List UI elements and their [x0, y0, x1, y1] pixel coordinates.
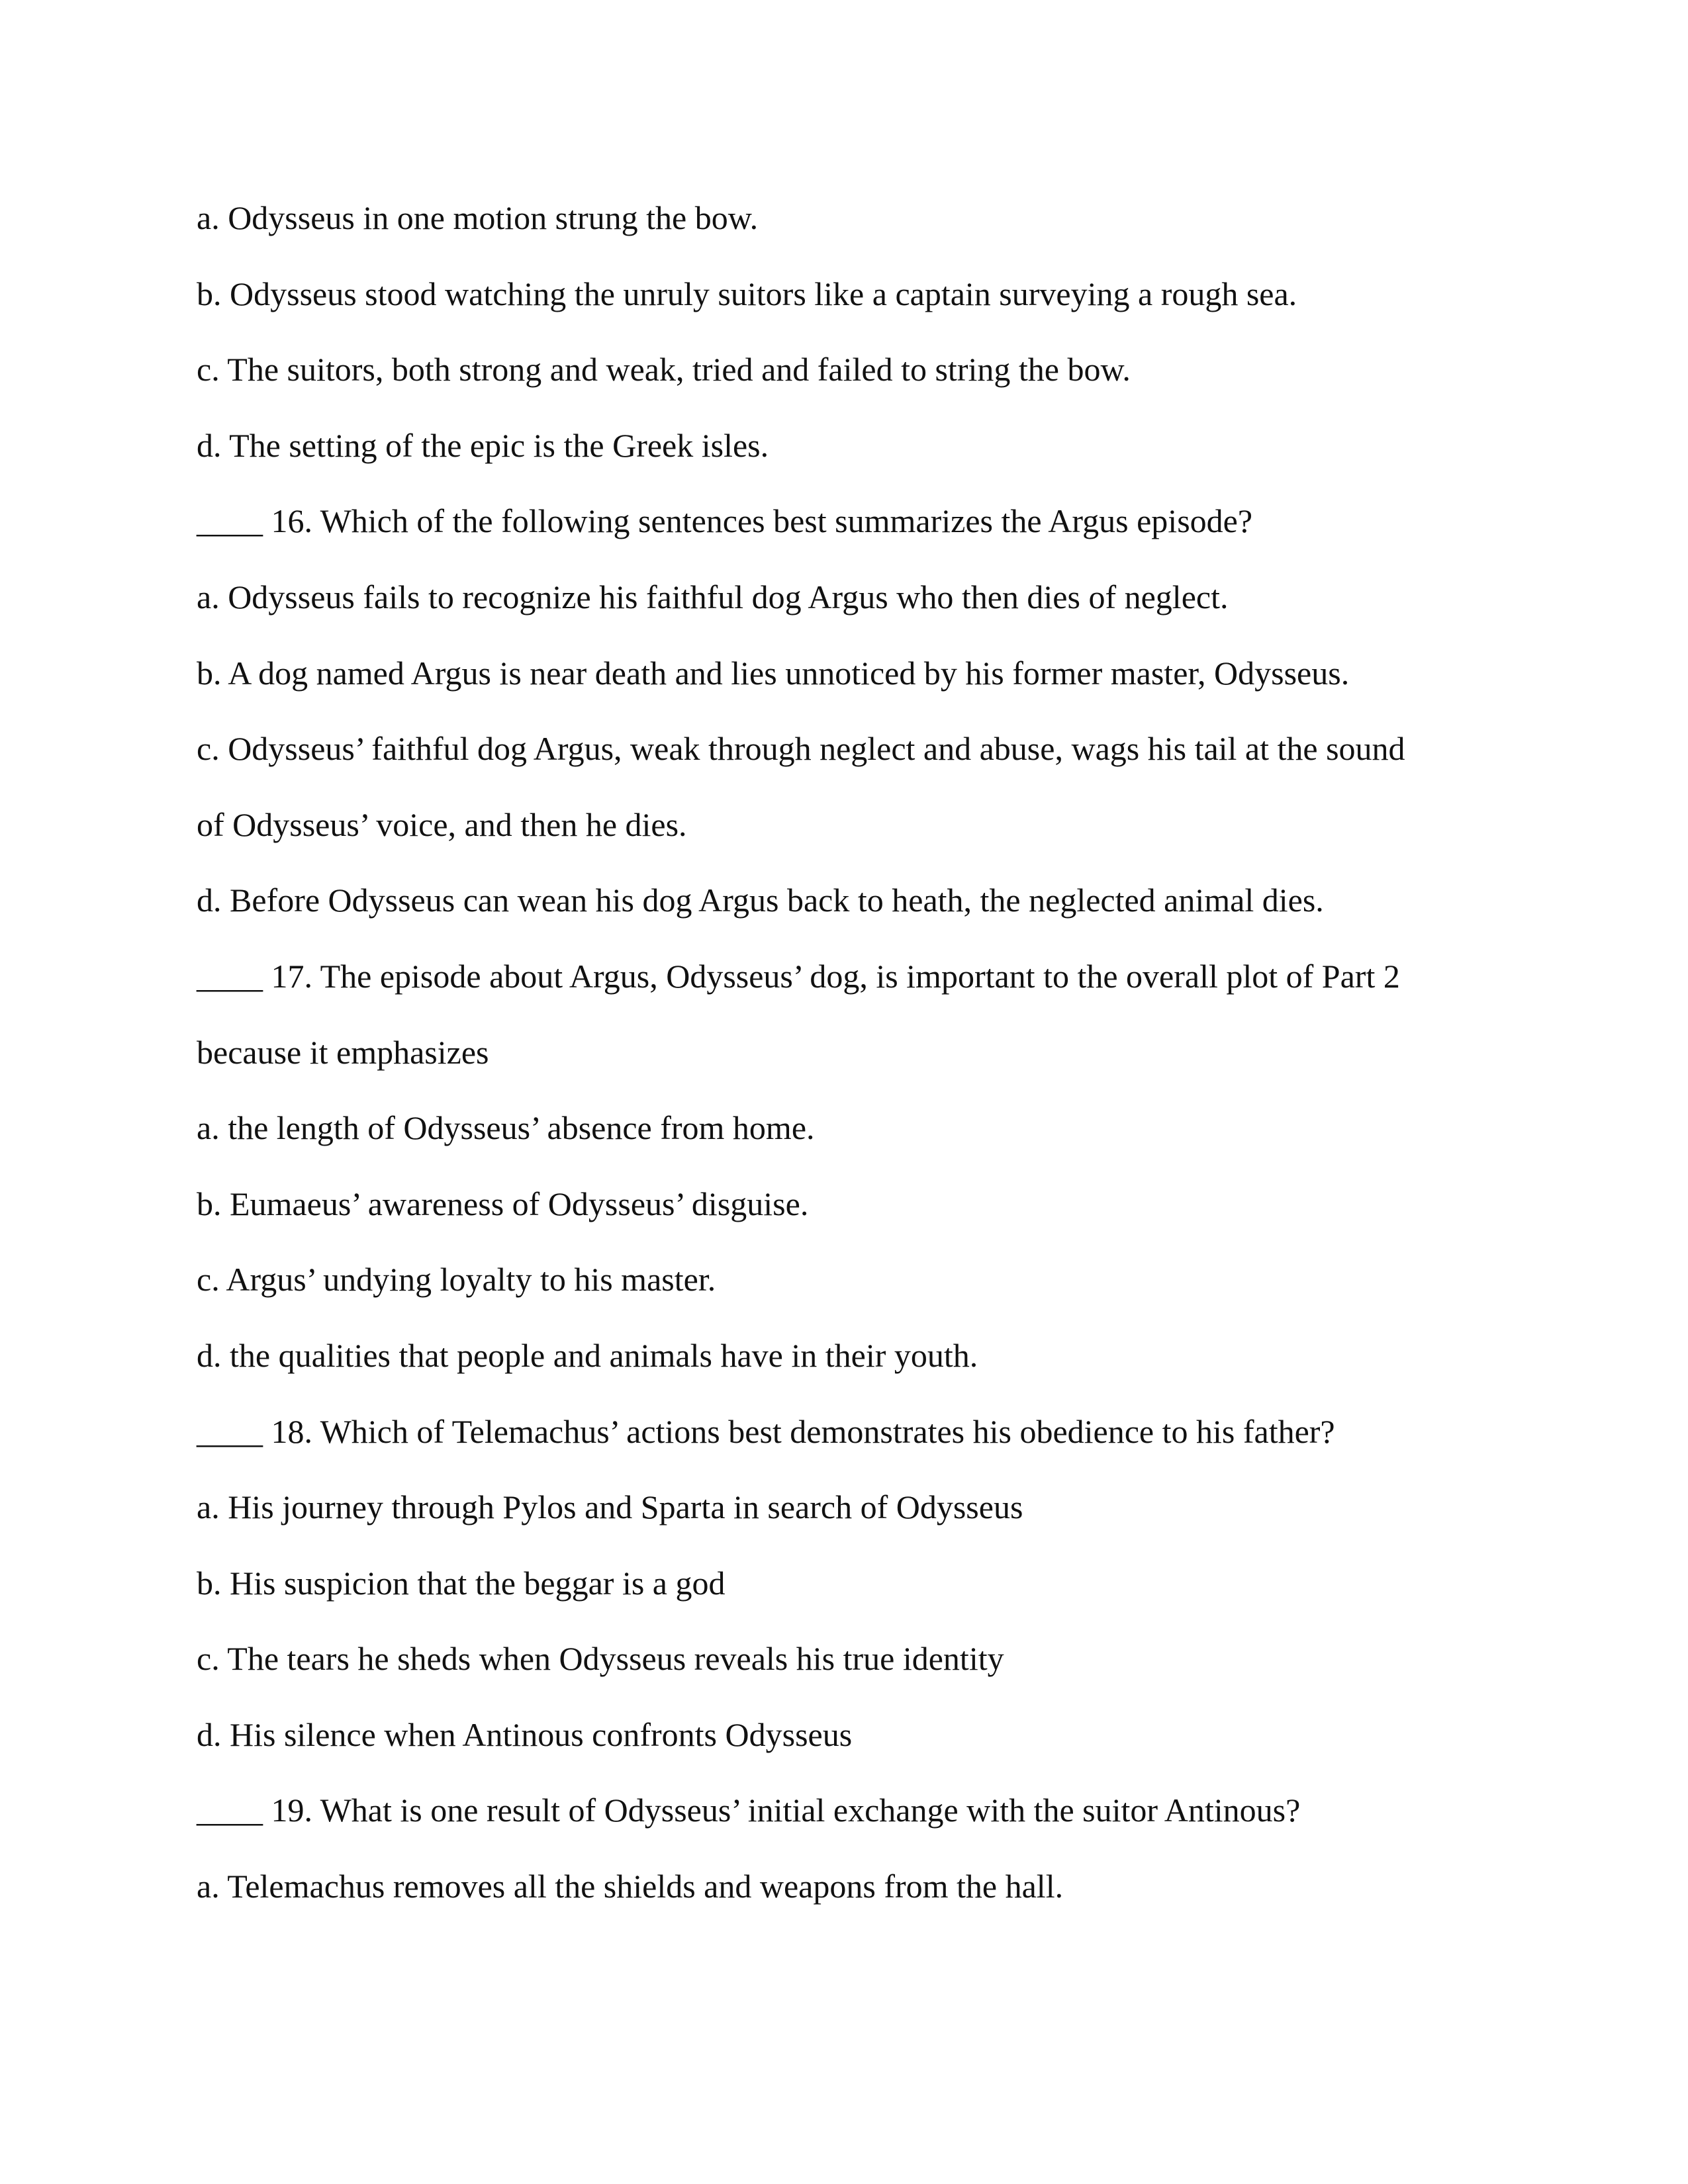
- answer-choice: b. Odysseus stood watching the unruly suitors like a captain surveying a rough sea.: [197, 275, 1297, 312]
- quiz-text: [197, 194, 1507, 1938]
- question-18: ____ 18. Which of Telemachus’ actions best demonstrates his obedience to his father?: [197, 1412, 1335, 1450]
- answer-choice: b. A dog named Argus is near death and lies unnoticed by his former master, Odysseus.: [197, 654, 1350, 692]
- answer-choice: b. His suspicion that the beggar is a god: [197, 1564, 726, 1602]
- answer-choice: a. His journey through Pylos and Sparta in search of Odysseus: [197, 1488, 1023, 1526]
- question-19: ____ 19. What is one result of Odysseus’ initial exchange with the suitor Antinous?: [197, 1792, 1301, 1829]
- answer-choice: a. Odysseus fails to recognize his faithful dog Argus who then dies of neglect.: [197, 578, 1229, 615]
- answer-choice: b. Eumaeus’ awareness of Odysseus’ disguise.: [197, 1185, 809, 1222]
- answer-choice: d. His silence when Antinous confronts Odysseus: [197, 1715, 853, 1753]
- answer-choice: a. Odysseus in one motion strung the bow.: [197, 199, 759, 236]
- answer-choice: a. Telemachus removes all the shields and weapons from the hall.: [197, 1868, 1064, 1905]
- answer-choice: c. The tears he sheds when Odysseus reveals his true identity: [197, 1640, 1004, 1678]
- question-continuation: because it emphasizes: [197, 1033, 489, 1071]
- answer-choice-continuation: of Odysseus’ voice, and then he dies.: [197, 805, 687, 843]
- answer-choice: c. Odysseus’ faithful dog Argus, weak through neglect and abuse, wags his tail at the sound: [197, 730, 1405, 768]
- question-16: ____ 16. Which of the following sentences best summarizes the Argus episode?: [197, 502, 1253, 540]
- answer-choice: d. Before Odysseus can wean his dog Argus back to heath, the neglected animal dies.: [197, 882, 1324, 919]
- answer-choice: c. Argus’ undying loyalty to his master.: [197, 1261, 716, 1298]
- question-17: ____ 17. The episode about Argus, Odysseus’ dog, is important to the overall plot of Part 2: [197, 957, 1400, 995]
- answer-choice: c. The suitors, both strong and weak, tried and failed to string the bow.: [197, 351, 1131, 388]
- answer-choice: d. The setting of the epic is the Greek isles.: [197, 426, 769, 464]
- answer-choice: d. the qualities that people and animals have in their youth.: [197, 1336, 978, 1374]
- answer-choice: a. the length of Odysseus’ absence from home.: [197, 1109, 815, 1147]
